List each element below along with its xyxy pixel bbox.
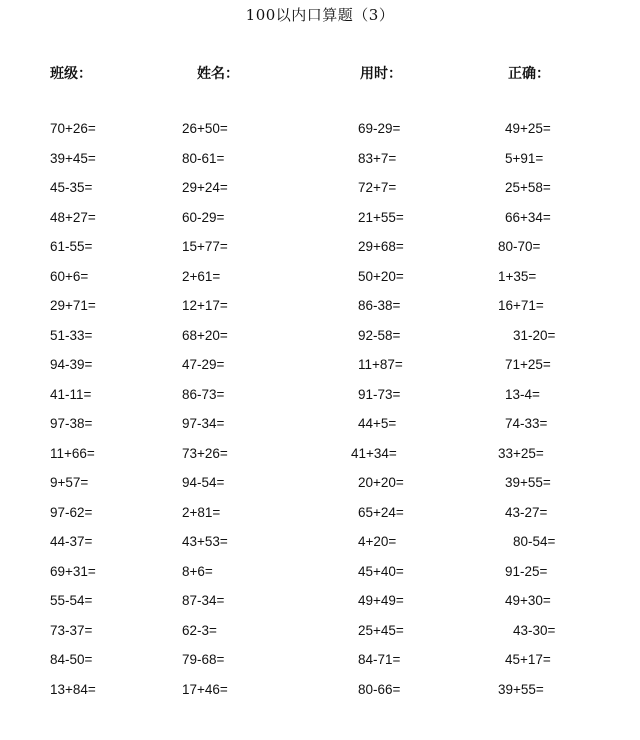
problem-row bbox=[0, 356, 640, 386]
problem-item: 86-73= bbox=[182, 386, 225, 402]
problem-item: 80-61= bbox=[182, 150, 225, 166]
problem-item: 29+68= bbox=[358, 239, 404, 254]
problem-item: 12+17= bbox=[182, 298, 228, 313]
problem-row bbox=[0, 120, 640, 150]
problem-item: 43+53= bbox=[182, 534, 228, 549]
problem-item: 1+35= bbox=[498, 268, 537, 284]
problem-item: 68+20= bbox=[182, 327, 228, 343]
problem-item: 4+20= bbox=[358, 534, 397, 549]
problem-item: 73+26= bbox=[182, 445, 228, 461]
problem-item: 2+61= bbox=[182, 268, 221, 284]
problem-item: 55-54= bbox=[50, 593, 93, 608]
problem-item: 8+6= bbox=[182, 563, 213, 579]
problem-item: 25+58= bbox=[505, 180, 551, 195]
problem-item: 15+77= bbox=[182, 239, 228, 254]
problem-item: 49+25= bbox=[505, 121, 551, 136]
class-label: 班级： bbox=[50, 66, 92, 82]
problem-item: 80-54= bbox=[513, 534, 556, 549]
problem-item: 5+91= bbox=[505, 150, 544, 166]
problem-item: 29+71= bbox=[50, 298, 96, 313]
problem-item: 16+71= bbox=[498, 298, 544, 313]
problem-row bbox=[0, 504, 640, 534]
problem-item: 48+27= bbox=[50, 209, 96, 225]
problem-row bbox=[0, 445, 640, 475]
problem-row bbox=[0, 268, 640, 298]
problem-item: 39+55= bbox=[498, 681, 544, 697]
problem-item: 65+24= bbox=[358, 504, 404, 520]
problem-row bbox=[0, 415, 640, 445]
problem-item: 45+40= bbox=[358, 563, 404, 579]
problem-row bbox=[0, 533, 640, 563]
name-label: 姓名： bbox=[197, 66, 239, 82]
problem-item: 21+55= bbox=[358, 209, 404, 225]
problem-item: 51-33= bbox=[50, 327, 93, 343]
problem-item: 44+5= bbox=[358, 416, 397, 431]
problem-row bbox=[0, 150, 640, 180]
problem-item: 73-37= bbox=[50, 622, 93, 638]
problem-item: 69+31= bbox=[50, 563, 96, 579]
worksheet-header bbox=[0, 63, 640, 83]
problem-row bbox=[0, 651, 640, 681]
problem-item: 61-55= bbox=[50, 239, 93, 254]
page-title: 100以内口算题（3） bbox=[245, 6, 395, 24]
problem-item: 29+24= bbox=[182, 180, 228, 195]
problem-row bbox=[0, 563, 640, 593]
problem-item: 39+45= bbox=[50, 150, 96, 166]
problem-row bbox=[0, 622, 640, 652]
problem-item: 31-20= bbox=[513, 327, 556, 343]
problem-item: 9+57= bbox=[50, 475, 89, 490]
problem-row bbox=[0, 238, 640, 268]
problem-grid bbox=[0, 120, 640, 710]
problem-item: 71+25= bbox=[505, 357, 551, 372]
problem-item: 2+81= bbox=[182, 504, 221, 520]
problem-item: 13-4= bbox=[505, 386, 540, 402]
problem-item: 79-68= bbox=[182, 652, 225, 667]
problem-item: 60+6= bbox=[50, 268, 89, 284]
problem-item: 92-58= bbox=[358, 327, 401, 343]
problem-row bbox=[0, 474, 640, 504]
problem-item: 43-30= bbox=[513, 622, 556, 638]
problem-item: 66+34= bbox=[505, 209, 551, 225]
problem-item: 70+26= bbox=[50, 121, 96, 136]
problem-item: 50+20= bbox=[358, 268, 404, 284]
problem-item: 86-38= bbox=[358, 298, 401, 313]
problem-row bbox=[0, 592, 640, 622]
correct-label: 正确： bbox=[508, 66, 550, 82]
problem-item: 62-3= bbox=[182, 622, 217, 638]
problem-item: 91-25= bbox=[505, 563, 548, 579]
problem-item: 11+87= bbox=[358, 357, 403, 372]
problem-item: 80-66= bbox=[358, 681, 401, 697]
problem-item: 87-34= bbox=[182, 593, 225, 608]
problem-item: 91-73= bbox=[358, 386, 401, 402]
problem-item: 33+25= bbox=[498, 445, 544, 461]
problem-item: 84-50= bbox=[50, 652, 93, 667]
problem-item: 97-34= bbox=[182, 416, 225, 431]
problem-item: 39+55= bbox=[505, 475, 551, 490]
problem-item: 45-35= bbox=[50, 180, 93, 195]
problem-item: 94-54= bbox=[182, 475, 225, 490]
problem-item: 20+20= bbox=[358, 475, 404, 490]
problem-item: 49+49= bbox=[358, 593, 404, 608]
problem-item: 60-29= bbox=[182, 209, 225, 225]
problem-item: 49+30= bbox=[505, 593, 551, 608]
problem-item: 45+17= bbox=[505, 652, 551, 667]
problem-item: 41-11= bbox=[50, 386, 92, 402]
problem-item: 41+34= bbox=[351, 445, 397, 461]
problem-item: 11+66= bbox=[50, 445, 95, 461]
problem-item: 72+7= bbox=[358, 180, 397, 195]
problem-item: 80-70= bbox=[498, 239, 541, 254]
problem-item: 84-71= bbox=[358, 652, 401, 667]
problem-item: 69-29= bbox=[358, 121, 401, 136]
problem-row bbox=[0, 179, 640, 209]
problem-item: 44-37= bbox=[50, 534, 93, 549]
problem-row bbox=[0, 327, 640, 357]
problem-item: 83+7= bbox=[358, 150, 397, 166]
problem-item: 94-39= bbox=[50, 357, 93, 372]
problem-item: 97-38= bbox=[50, 416, 93, 431]
problem-row bbox=[0, 386, 640, 416]
problem-item: 47-29= bbox=[182, 357, 225, 372]
problem-item: 17+46= bbox=[182, 681, 228, 697]
problem-row bbox=[0, 209, 640, 239]
problem-item: 97-62= bbox=[50, 504, 93, 520]
time-label: 用时： bbox=[360, 66, 402, 82]
problem-item: 13+84= bbox=[50, 681, 96, 697]
problem-row bbox=[0, 681, 640, 711]
problem-item: 25+45= bbox=[358, 622, 404, 638]
problem-item: 26+50= bbox=[182, 121, 228, 136]
problem-item: 74-33= bbox=[505, 416, 548, 431]
problem-item: 43-27= bbox=[505, 504, 548, 520]
problem-row bbox=[0, 297, 640, 327]
